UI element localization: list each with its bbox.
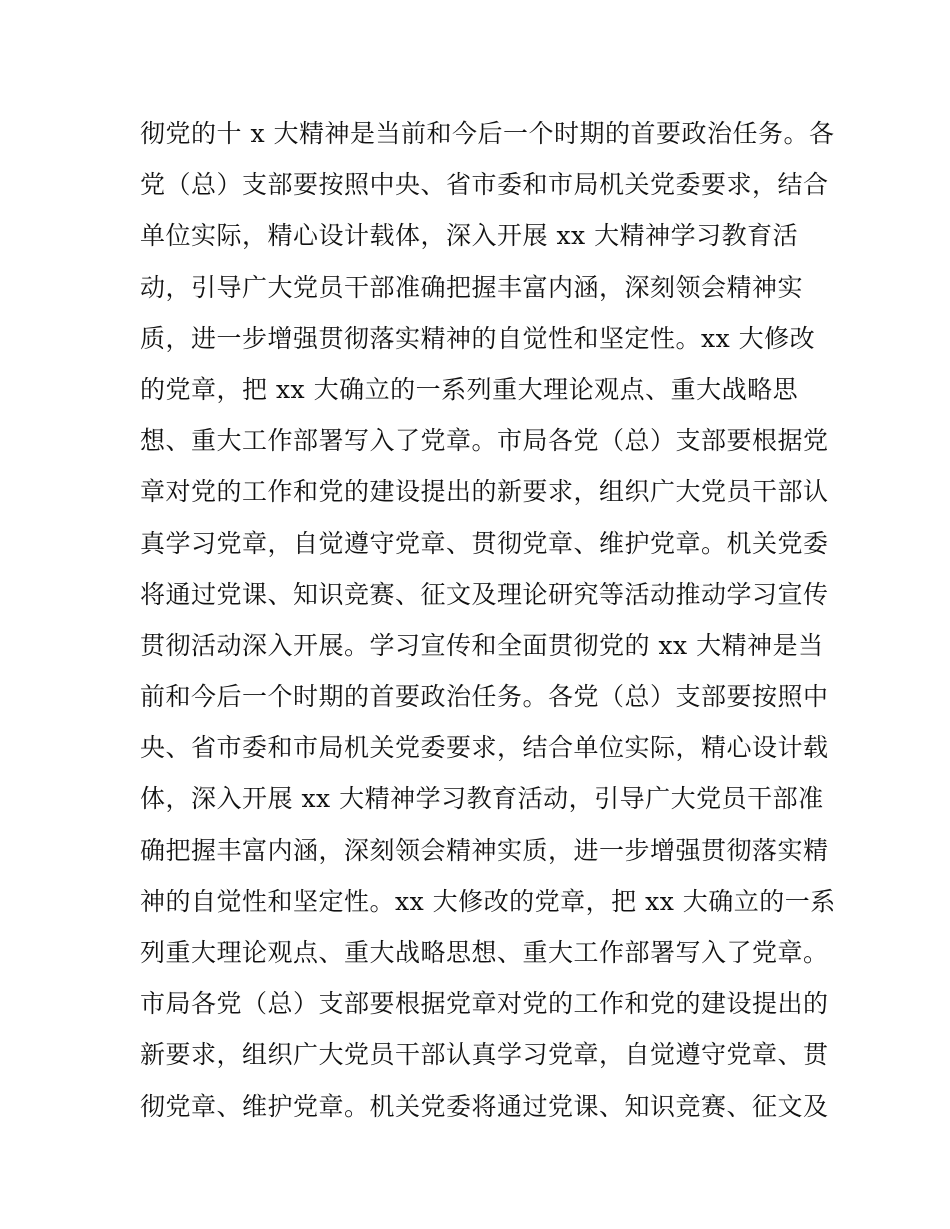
text-line: 将通过党课、知识竞赛、征文及理论研究等活动推动学习宣传: [140, 579, 829, 609]
text-line: 章对党的工作和党的建设提出的新要求，组织广大党员干部认: [140, 477, 829, 507]
text-line: 单位实际，精心设计载体，深入开展 xx 大精神学习教育活: [140, 221, 799, 251]
text-line: 市局各党（总）支部要根据党章对党的工作和党的建设提出的: [140, 989, 829, 1019]
text-line: 的党章，把 xx 大确立的一系列重大理论观点、重大战略思: [140, 374, 799, 404]
text-line: 神的自觉性和坚定性。xx 大修改的党章，把 xx 大确立的一系: [140, 886, 836, 916]
text-line: 党（总）支部要按照中央、省市委和市局机关党委要求，结合: [140, 170, 829, 200]
text-line: 贯彻活动深入开展。学习宣传和全面贯彻党的 xx 大精神是当: [140, 630, 824, 660]
text-line: 新要求，组织广大党员干部认真学习党章，自觉遵守党章、贯: [140, 1040, 829, 1070]
text-line: 确把握丰富内涵，深刻领会精神实质，进一步增强贯彻落实精: [140, 835, 829, 865]
text-line: 想、重大工作部署写入了党章。市局各党（总）支部要根据党: [140, 426, 829, 456]
body-paragraph: [140, 108, 836, 1132]
text-line: 列重大理论观点、重大战略思想、重大工作部署写入了党章。: [140, 938, 829, 967]
text-line: 前和今后一个时期的首要政治任务。各党（总）支部要按照中: [140, 682, 829, 712]
text-line: 彻党章、维护党章。机关党委将通过党课、知识竞赛、征文及: [140, 1091, 829, 1121]
text-line: 真学习党章，自觉遵守党章、贯彻党章、维护党章。机关党委: [140, 528, 829, 558]
text-line: 彻党的十 x 大精神是当前和今后一个时期的首要政治任务。各: [140, 119, 835, 148]
text-line: 体，深入开展 xx 大精神学习教育活动，引导广大党员干部准: [140, 784, 824, 814]
text-line: 质，进一步增强贯彻落实精神的自觉性和坚定性。xx 大修改: [140, 323, 816, 353]
text-line: 央、省市委和市局机关党委要求，结合单位实际，精心设计载: [140, 733, 829, 763]
text-line: 动，引导广大党员干部准确把握丰富内涵，深刻领会精神实: [140, 272, 804, 302]
